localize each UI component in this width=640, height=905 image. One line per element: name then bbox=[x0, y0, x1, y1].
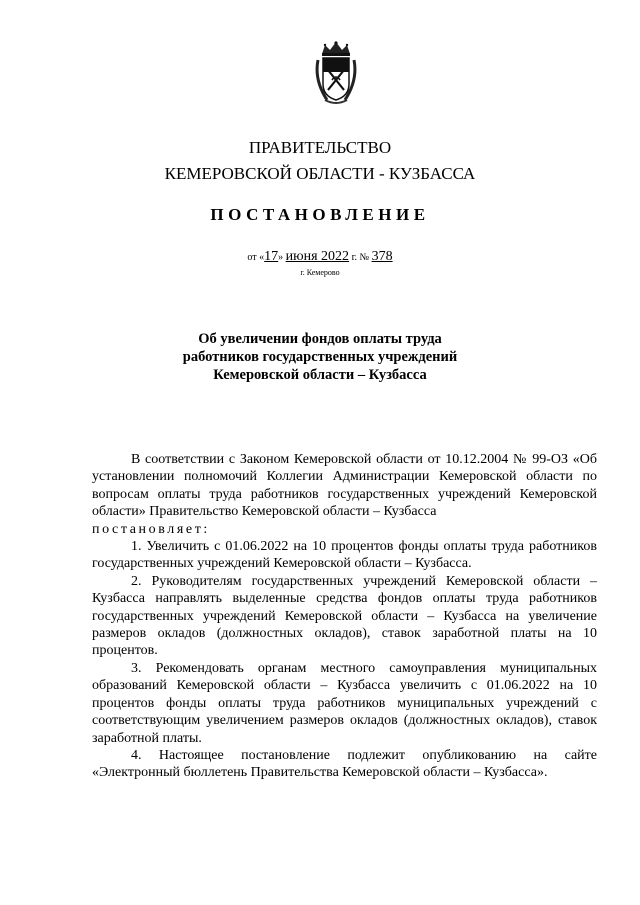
decree-item-2: 2. Руководителям государственных учреждений Кемеровской области – Кузбасса направлять выделенные средства фондов оплаты труда работников государственных учреждений Кемеровской области – Кузбасса на увеличение размеров окладов (должностных окладов), ставок заработной платы на 10 процентов. bbox=[92, 573, 597, 659]
date-number-line bbox=[0, 249, 640, 265]
decree-month-year: июня 2022 bbox=[285, 249, 350, 264]
decree-body bbox=[92, 451, 597, 782]
subject-line1: Об увеличении фондов оплаты труда bbox=[198, 331, 442, 347]
preamble-paragraph: В соответствии с Законом Кемеровской области от 10.12.2004 № 99-ОЗ «Об установлении полномочий Коллегии Администрации Кемеровской области по вопросам оплаты труда работников государственных учреждений Кемеровской области» Правительство Кемеровской области – Кузбасса bbox=[92, 452, 597, 520]
coat-of-arms-icon bbox=[313, 40, 359, 106]
government-name-line1: ПРАВИТЕЛЬСТВО bbox=[248, 138, 392, 157]
city-name: г. Кемерово bbox=[300, 268, 340, 277]
date-suffix: г. № bbox=[349, 252, 372, 263]
decree-item-1: 1. Увеличить с 01.06.2022 на 10 процентов фонды оплаты труда работников государственных учреждений Кемеровской области – Кузбасса. bbox=[92, 539, 597, 572]
subject-line2: работников государственных учреждений bbox=[182, 349, 458, 365]
document-type-title: ПОСТАНОВЛЕНИЕ bbox=[210, 205, 430, 224]
decree-number: 378 bbox=[371, 249, 393, 264]
date-prefix: от « bbox=[247, 252, 265, 263]
decree-item-3: 3. Рекомендовать органам местного самоуправления муниципальных образований Кемеровской области – Кузбасса увеличить с 01.06.2022 на 10 процентов фонды оплаты труда работников муниципальных учреждений с соответствующим увеличением размеров окладов (должностных окладов), ставок заработной платы. bbox=[92, 660, 597, 746]
decree-subject bbox=[120, 330, 520, 384]
government-name-line2: КЕМЕРОВСКОЙ ОБЛАСТИ - КУЗБАССА bbox=[164, 164, 476, 183]
subject-line3: Кемеровской области – Кузбасса bbox=[213, 367, 427, 383]
resolves-word: постановляет: bbox=[92, 521, 210, 537]
decree-item-4: 4. Настоящее постановление подлежит опубликованию на сайте «Электронный бюллетень Правительства Кемеровской области – Кузбасса». bbox=[92, 747, 597, 781]
decree-day: 17 bbox=[264, 249, 279, 264]
date-mid: » bbox=[278, 252, 286, 263]
